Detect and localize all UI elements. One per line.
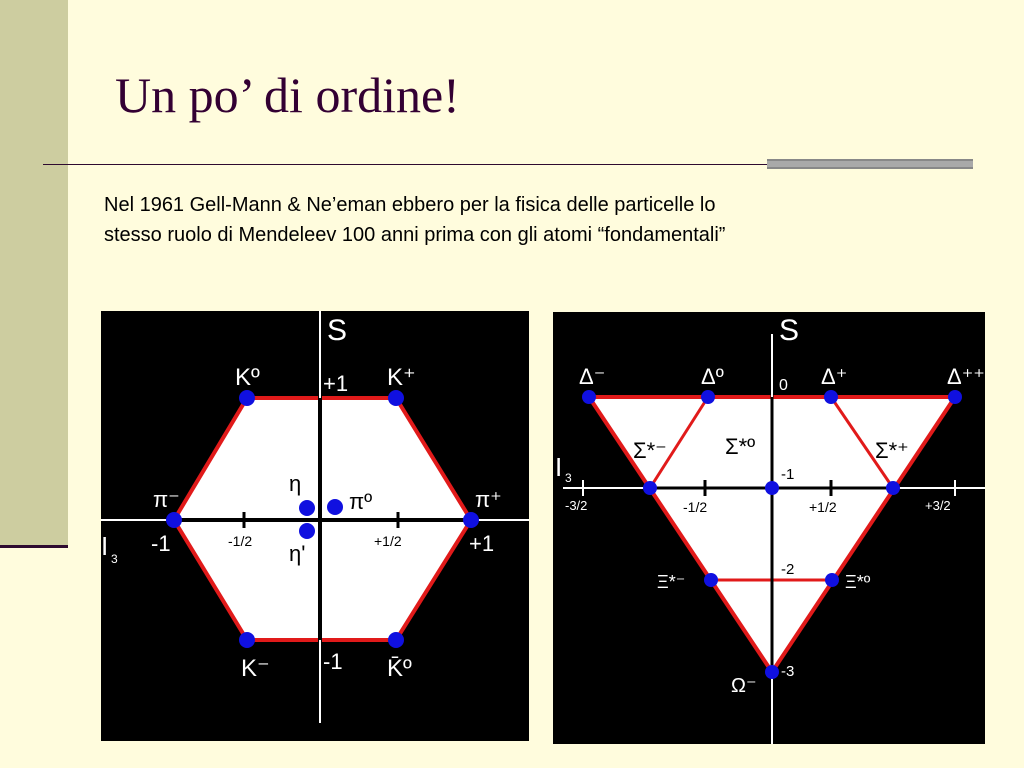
slide-title: Un po’ di ordine! <box>115 67 460 123</box>
meson-label-piminus: π⁻ <box>153 487 180 512</box>
baryon-tick-i3-plus-half: +1/2 <box>809 499 837 515</box>
meson-label-pi0: πº <box>349 489 373 514</box>
baryon-dot-sigma-plus <box>886 481 900 495</box>
meson-octet-diagram <box>101 311 529 741</box>
left-decorative-bar <box>0 0 68 545</box>
meson-tick-i3-plus-half: +1/2 <box>374 533 402 549</box>
meson-dot-kminus <box>239 632 255 648</box>
baryon-tick-s-minus3: -3 <box>781 663 795 680</box>
baryon-dot-xi-0 <box>825 573 839 587</box>
meson-octet-svg <box>101 311 529 741</box>
meson-tick-s-plus1: +1 <box>323 371 349 396</box>
baryon-label-omega-minus: Ω⁻ <box>731 675 757 697</box>
baryon-label-sigma-minus: Σ*⁻ <box>633 438 667 463</box>
meson-dot-k0bar <box>388 632 404 648</box>
baryon-dot-delta-minus <box>582 390 596 404</box>
meson-label-k0: Kº <box>235 364 260 391</box>
meson-s-axis-label: S <box>327 314 348 347</box>
meson-dot-k0 <box>239 390 255 406</box>
baryon-label-sigma-0: Σ*º <box>725 434 756 459</box>
meson-label-piplus: π⁺ <box>475 487 502 512</box>
meson-dot-etaprime <box>299 523 315 539</box>
meson-label-eta: η <box>289 471 302 496</box>
meson-label-etaprime: η' <box>289 541 306 566</box>
meson-dot-piplus <box>463 512 479 528</box>
baryon-tick-i3-plus-3half: +3/2 <box>925 498 951 513</box>
meson-i3-label-sub: 3 <box>111 552 118 566</box>
baryon-label-sigma-plus: Σ*⁺ <box>875 438 909 463</box>
baryon-decuplet-diagram <box>553 312 985 744</box>
meson-tick-i3-minus-half: -1/2 <box>228 533 253 549</box>
meson-dot-kplus <box>388 390 404 406</box>
slide-body-text <box>104 190 964 250</box>
baryon-dot-delta-0 <box>701 390 715 404</box>
meson-tick-s-minus1: -1 <box>323 649 343 674</box>
meson-label-k0bar: K̄º <box>387 655 412 682</box>
body-line-1: Nel 1961 Gell-Mann & Ne’eman ebbero per la fisica delle particelle lo <box>104 194 716 216</box>
body-line-2: stesso ruolo di Mendeleev 100 anni prima con gli atomi “fondamentali” <box>104 224 726 246</box>
baryon-tick-i3-minus-3half: -3/2 <box>565 498 588 513</box>
baryon-label-xi-0: Ξ*º <box>845 572 871 592</box>
baryon-i3-label-sub: 3 <box>565 471 572 485</box>
meson-dot-piminus <box>166 512 182 528</box>
baryon-label-delta-minus: Δ⁻ <box>579 364 606 389</box>
baryon-tick-s-0: 0 <box>779 377 788 394</box>
meson-tick-i3-minus1: -1 <box>151 531 171 556</box>
baryon-label-delta-plus: Δ⁺ <box>821 364 848 389</box>
title-divider-accent <box>767 159 973 169</box>
baryon-tick-s-minus2: -2 <box>781 561 795 578</box>
baryon-dot-delta-plus <box>824 390 838 404</box>
meson-dot-pi0 <box>327 499 343 515</box>
baryon-label-xi-minus: Ξ*⁻ <box>657 572 686 592</box>
baryon-dot-xi-minus <box>704 573 718 587</box>
meson-dot-eta <box>299 500 315 516</box>
baryon-label-delta-plusplus: Δ⁺⁺ <box>947 364 985 389</box>
meson-tick-i3-plus1: +1 <box>469 531 495 556</box>
baryon-dot-sigma-minus <box>643 481 657 495</box>
baryon-s-axis-label: S <box>779 314 800 347</box>
baryon-dot-sigma-0 <box>765 481 779 495</box>
meson-label-kplus: K⁺ <box>387 364 416 391</box>
baryon-label-delta-0: Δº <box>701 364 724 389</box>
baryon-dot-delta-plusplus <box>948 390 962 404</box>
baryon-i3-label: I <box>555 452 563 482</box>
baryon-decuplet-svg <box>553 312 985 744</box>
baryon-tick-i3-minus-half: -1/2 <box>683 499 708 515</box>
baryon-dot-omega-minus <box>765 665 779 679</box>
meson-i3-label: I <box>101 531 109 561</box>
left-bar-underline <box>0 545 68 548</box>
meson-label-kminus: K⁻ <box>241 655 270 682</box>
baryon-tick-s-minus1: -1 <box>781 466 795 483</box>
